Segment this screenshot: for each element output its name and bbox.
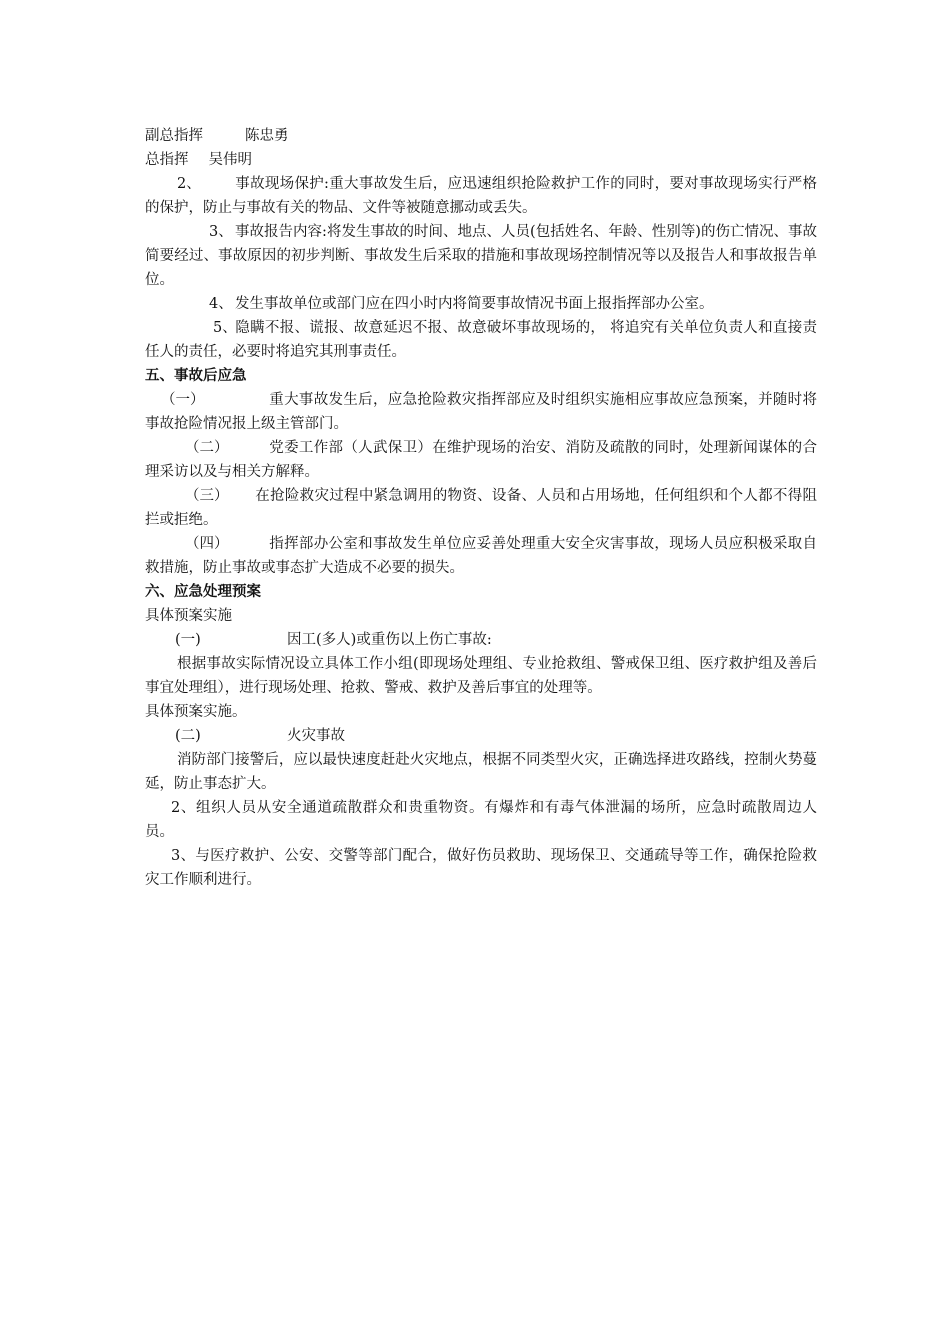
chief-commander-line [145, 148, 817, 172]
item-text: 党委工作部（人武保卫）在维护现场的治安、消防及疏散的同时，处理新闻谋体的合理采访以及与相关方解释。 [145, 440, 817, 480]
case2-paragraph-2: 2、组织人员从安全通道疏散群众和贵重物资。有爆炸和有毒气体泄漏的场所，应急时疏散周边人员。 [145, 800, 817, 840]
case1-text: 根据事故实际情况设立具体工作小组(即现场处理组、专业抢救组、警戒保卫组、医疗救护组及善后事宜处理组），进行现场处理、抢救、警戒、救护及善后事宜的处理等。 [145, 656, 817, 696]
item-number: 3、 [209, 224, 233, 240]
item-text: 发生事故单位或部门应在四小时内将简要事故情况书面上报指挥部办公室。 [235, 296, 714, 312]
case2-paragraph-3: 3、与医疗救护、公安、交警等部门配合，做好伤员救助、现场保卫、交通疏导等工作，确保抢险救灾工作顺利进行。 [145, 848, 817, 888]
deputy-commander-line [145, 124, 817, 148]
deputy-name: 陈忠勇 [245, 128, 289, 144]
case2-paragraph-1: 消防部门接警后，应以最快速度赶赴火灾地点，根据不同类型火灾，正确选择进攻路线，控制火势蔓延，防止事态扩大。 [145, 752, 817, 792]
section5-item-3 [145, 484, 817, 532]
section5-item-4 [145, 532, 817, 580]
document-body [145, 124, 817, 892]
section5-item-2 [145, 436, 817, 484]
case2-number: (二) [175, 728, 201, 744]
item-3 [145, 220, 817, 292]
section6-intro-2: 具体预案实施。 [145, 704, 247, 720]
item-text: 重大事故发生后，应急抢险救灾指挥部应及时组织实施相应事故应急预案，并随时将事故抢险情况报上级主管部门。 [145, 392, 817, 432]
chief-title: 总指挥 [145, 152, 189, 168]
item-text: 在抢险救灾过程中紧急调用的物资、设备、人员和占用场地，任何组织和个人都不得阻拦或拒绝。 [145, 488, 817, 528]
case2-title: 火灾事故 [287, 728, 345, 744]
item-4 [145, 292, 817, 316]
chief-name: 吴伟明 [208, 152, 252, 168]
item-5 [145, 316, 817, 364]
item-number: （一） [161, 392, 205, 408]
item-number: （二） [185, 440, 229, 456]
item-number: 2、 [177, 176, 201, 192]
deputy-title: 副总指挥 [145, 128, 203, 144]
item-number: 4、 [209, 296, 233, 312]
item-text: 隐瞒不报、谎报、故意延迟不报、故意破坏事故现场的， 将追究有关单位负责人和直接责任人的责任，必要时将追究其刑事责任。 [145, 320, 817, 360]
item-text: 事故现场保护:重大事故发生后，应迅速组织抢险救护工作的同时，要对事故现场实行严格的保护，防止与事故有关的物品、文件等被随意挪动或丢失。 [145, 176, 817, 216]
case1-title: 因工(多人)或重伤以上伤亡事故: [287, 632, 492, 648]
item-number: （四） [185, 536, 229, 552]
section-heading-6: 六、应急处理预案 [145, 584, 261, 600]
case1-number: (一) [175, 632, 201, 648]
case2-heading [145, 724, 817, 748]
item-text: 事故报告内容:将发生事故的时间、地点、人员(包括姓名、年龄、性别等)的伤亡情况、事故简要经过、事故原因的初步判断、事故发生后采取的措施和事故现场控制情况等以及报告人和事故报告单位。 [145, 224, 817, 288]
section-heading-5: 五、事故后应急 [145, 368, 247, 384]
section5-item-1 [145, 388, 817, 436]
section6-intro: 具体预案实施 [145, 608, 232, 624]
item-2 [145, 172, 817, 220]
item-text: 指挥部办公室和事故发生单位应妥善处理重大安全灾害事故，现场人员应积极采取自救措施，防止事故或事态扩大造成不必要的损失。 [145, 536, 817, 576]
case1-heading [145, 628, 817, 652]
item-number: 5、 [213, 320, 237, 336]
item-number: （三） [185, 488, 229, 504]
